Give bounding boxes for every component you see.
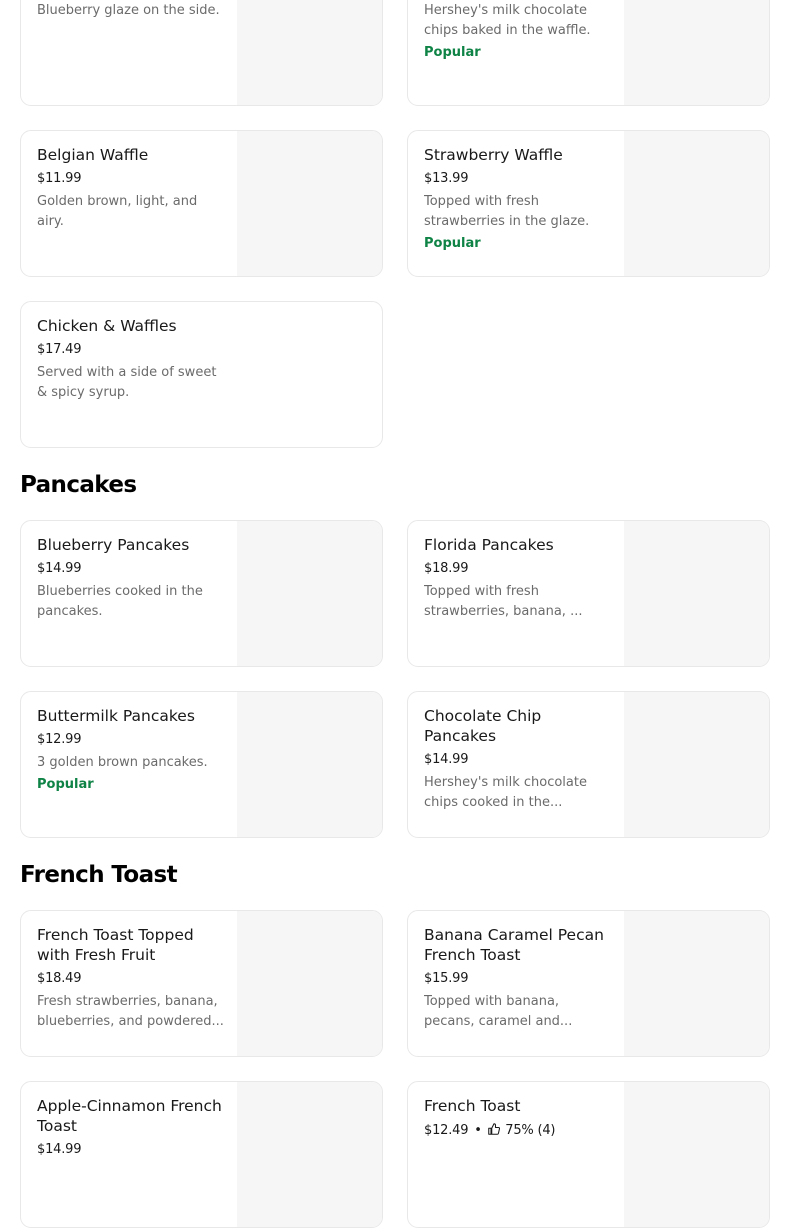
item-description: 3 golden brown pancakes. <box>37 755 208 770</box>
section-title-french-toast: French Toast <box>20 862 178 888</box>
item-name: Buttermilk Pancakes <box>37 707 195 725</box>
item-image <box>624 0 769 105</box>
item-name: Florida Pancakes <box>424 536 554 554</box>
item-description: Hershey's milk chocolate chips cooked in the... <box>424 775 587 810</box>
item-name: Banana Caramel Pecan French Toast <box>424 926 604 964</box>
item-price: $18.49 <box>37 971 82 986</box>
item-description: Blueberries cooked in the pancakes. <box>37 584 203 619</box>
thumbs-up-icon <box>488 1123 504 1137</box>
item-image <box>624 692 769 837</box>
item-name: Chicken & Waffles <box>37 317 177 335</box>
item-image <box>624 521 769 666</box>
item-image <box>624 131 769 276</box>
item-price: $15.99 <box>424 971 469 986</box>
item-name: Apple-Cinnamon French Toast <box>37 1097 222 1135</box>
item-description: Topped with fresh strawberries in the glaze. <box>424 194 590 229</box>
item-price: $12.99 <box>37 732 82 747</box>
item-image <box>237 521 382 666</box>
item-image <box>624 911 769 1056</box>
item-price: $11.99 <box>37 171 82 186</box>
item-image <box>237 911 382 1056</box>
item-price: $14.99 <box>424 752 469 767</box>
menu-item-card[interactable] <box>407 1081 770 1228</box>
menu-item-card[interactable] <box>407 130 770 277</box>
item-name: Chocolate Chip Pancakes <box>424 707 542 745</box>
item-price: $17.49 <box>37 342 82 357</box>
menu-item-card[interactable] <box>20 130 383 277</box>
item-rating: 75% (4) <box>505 1123 556 1138</box>
menu-item-card[interactable] <box>20 0 383 106</box>
popular-badge: Popular <box>37 777 94 792</box>
popular-badge: Popular <box>424 45 481 60</box>
item-price: $12.49 <box>424 1123 469 1138</box>
menu-item-card[interactable] <box>20 691 383 838</box>
item-description: Fresh strawberries, banana, blueberries, and powdered... <box>37 994 224 1029</box>
menu-item-card[interactable] <box>20 910 383 1057</box>
menu-item-card[interactable] <box>407 0 770 106</box>
item-price-row <box>424 1121 612 1140</box>
menu-item-card[interactable] <box>20 1081 383 1228</box>
menu-item-card[interactable] <box>20 301 383 448</box>
item-price: $14.99 <box>37 561 82 576</box>
item-image <box>237 131 382 276</box>
item-image <box>237 692 382 837</box>
item-description: Golden brown, light, and airy. <box>37 194 198 229</box>
item-name: French Toast <box>424 1097 521 1115</box>
item-image <box>237 0 382 105</box>
item-description: Blueberry glaze on the side. <box>37 3 220 18</box>
item-price: $14.99 <box>37 1142 82 1157</box>
item-name: Strawberry Waffle <box>424 146 563 164</box>
item-description: Topped with banana, pecans, caramel and... <box>424 994 573 1029</box>
section-title-pancakes: Pancakes <box>20 472 137 498</box>
item-image <box>237 1082 382 1227</box>
item-name: French Toast Topped with Fresh Fruit <box>37 926 194 964</box>
item-name: Belgian Waffle <box>37 146 149 164</box>
price-rating-separator: • <box>474 1123 482 1138</box>
popular-badge: Popular <box>424 236 481 251</box>
item-name: Blueberry Pancakes <box>37 536 190 554</box>
item-description: Hershey's milk chocolate chips baked in the waffle. <box>424 3 591 38</box>
item-price: $18.99 <box>424 561 469 576</box>
item-price: $13.99 <box>424 171 469 186</box>
menu-item-card[interactable] <box>20 520 383 667</box>
item-description: Topped with fresh strawberries, banana, ... <box>424 584 583 619</box>
item-image <box>624 1082 769 1227</box>
menu-item-card[interactable] <box>407 691 770 838</box>
menu-item-card[interactable] <box>407 520 770 667</box>
item-description: Served with a side of sweet & spicy syrup. <box>37 365 217 400</box>
menu-item-card[interactable] <box>407 910 770 1057</box>
